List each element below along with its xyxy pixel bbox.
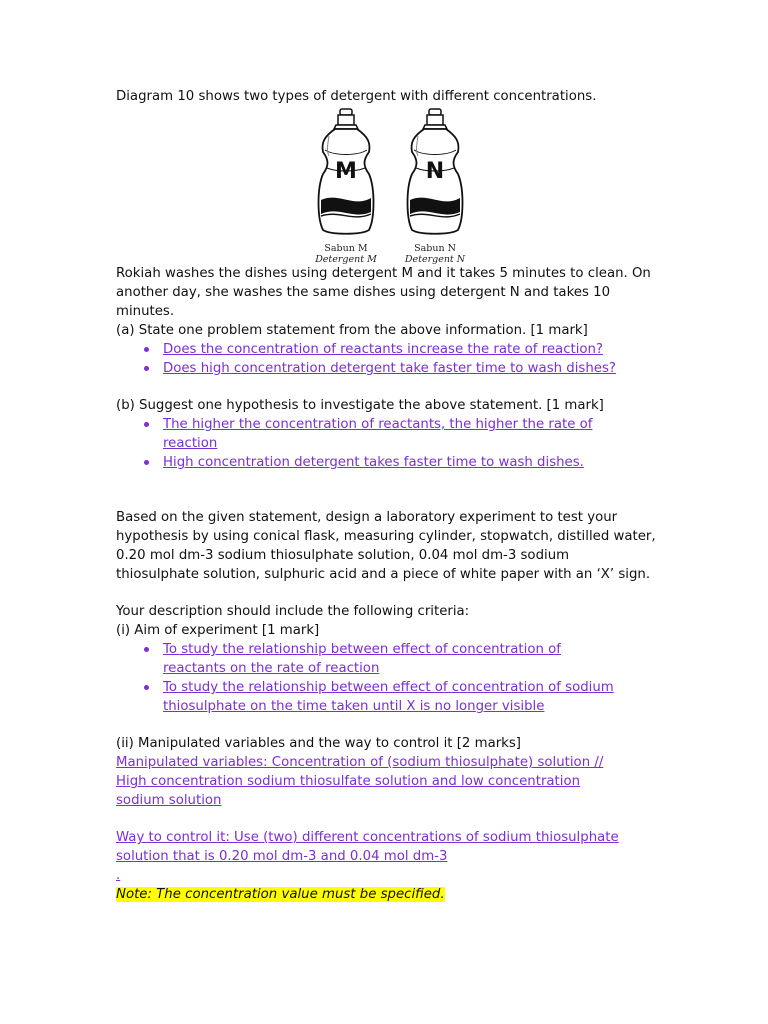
list-item	[163, 678, 656, 716]
design-text: Based on the given statement, design a laboratory experiment to test your hypothesis by using conical flask, measuring cylinder, stopwatch, distilled water, 0.20 mol dm-3 sodium thiosulphate solution, 0.04 mol dm-3 sodium thiosulphate solution, sulphuric acid and a piece of white paper with an ‘X’ sign.	[116, 510, 656, 582]
list-item	[163, 359, 656, 378]
list-item	[163, 453, 656, 472]
answer-a-2: Does high concentration detergent take faster time to wash dishes?	[163, 361, 616, 376]
list-item	[163, 640, 656, 678]
caption-n-line1: Sabun N	[414, 243, 456, 254]
caption-n-line2: Detergent N	[404, 254, 466, 265]
answers-b-list	[116, 415, 656, 472]
bottle-n-letter: N	[425, 159, 445, 184]
way-to-control-answer: Way to control it: Use (two) different concentrations of sodium thiosulphate solution that is 0.20 mol dm-3 and 0.04 mol dm-3	[116, 830, 619, 864]
answers-i-list	[116, 640, 656, 716]
caption-m-line2: Detergent M	[315, 254, 377, 265]
caption-n	[395, 243, 475, 265]
diagram-10	[116, 108, 656, 265]
manipulated-variables-answer: Manipulated variables: Concentration of (sodium thiosulphate) solution // High concentration sodium thiosulfate solution and low concentration sodium solution	[116, 755, 604, 808]
caption-m-line1: Sabun M	[324, 243, 368, 254]
answer-b-2: High concentration detergent takes faster time to wash dishes.	[163, 455, 584, 470]
answer-i-1: To study the relationship between effect of concentration of reactants on the rate of reaction	[163, 642, 561, 676]
bottle-m-letter: M	[335, 159, 357, 184]
answer-dot: .	[116, 868, 121, 883]
answer-i-2: To study the relationship between effect of concentration of sodium thiosulphate on the time taken until X is no longer visible	[163, 680, 614, 714]
question-b: (b) Suggest one hypothesis to investigate the above statement. [1 mark]	[116, 398, 604, 413]
list-item	[163, 340, 656, 359]
scenario-text: Rokiah washes the dishes using detergent M and it takes 5 minutes to clean. On another day, she washes the same dishes using detergent N and takes 10 minutes.	[116, 266, 651, 319]
intro-text: Diagram 10 shows two types of detergent with different concentrations.	[116, 89, 597, 104]
question-a: (a) State one problem statement from the above information. [1 mark]	[116, 323, 588, 338]
caption-m	[306, 243, 386, 265]
question-i: (i) Aim of experiment [1 mark]	[116, 623, 320, 638]
answer-a-1: Does the concentration of reactants increase the rate of reaction?	[163, 342, 604, 357]
criteria-intro: Your description should include the following criteria:	[116, 604, 470, 619]
answers-a-list	[116, 340, 656, 378]
answer-b-1: The higher the concentration of reactants, the higher the rate of reaction	[163, 417, 593, 451]
question-ii: (ii) Manipulated variables and the way to control it [2 marks]	[116, 736, 521, 751]
note-highlight: Note: The concentration value must be specified.	[116, 887, 445, 902]
list-item	[163, 415, 656, 453]
document-page	[116, 87, 656, 904]
